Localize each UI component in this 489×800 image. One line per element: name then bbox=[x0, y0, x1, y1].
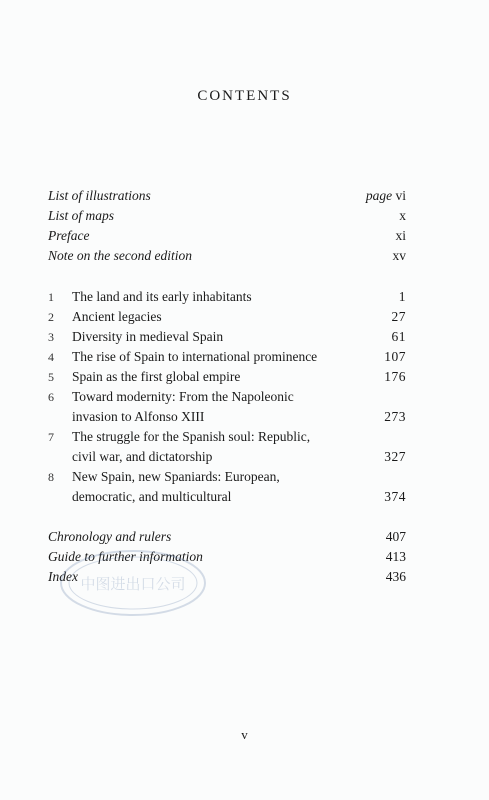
toc-entry-page-number: 407 bbox=[385, 529, 406, 544]
chapter-number: 4 bbox=[48, 350, 54, 364]
toc-entry-label: List of illustrations bbox=[48, 188, 151, 203]
chapter-title: Diversity in medieval Spain bbox=[72, 329, 224, 344]
chapter-page-number: 176 bbox=[384, 369, 406, 384]
toc-entry-label: Note on the second edition bbox=[48, 248, 192, 263]
chapter-title-line-2: democratic, and multicultural bbox=[72, 489, 232, 504]
chapter-title-line-1: New Spain, new Spaniards: European, bbox=[72, 469, 280, 484]
toc-entry-label: Index bbox=[48, 569, 78, 584]
chapter-title: Ancient legacies bbox=[72, 309, 162, 324]
toc-entry-label: Chronology and rulers bbox=[48, 529, 172, 544]
toc-entry-chapter[interactable] bbox=[48, 467, 406, 507]
chapter-number: 1 bbox=[48, 290, 54, 304]
toc-entry-page-number: 436 bbox=[385, 569, 406, 584]
toc-entry-chapter[interactable] bbox=[48, 427, 406, 467]
chapter-page-number: 27 bbox=[391, 309, 406, 324]
stamp-text: 中图进出口公司 bbox=[80, 575, 186, 593]
chapter-number: 8 bbox=[48, 470, 54, 484]
toc-entry-page-number: x bbox=[399, 208, 406, 223]
chapter-title: The rise of Spain to international prominence bbox=[72, 349, 318, 364]
chapter-title: The land and its early inhabitants bbox=[72, 289, 252, 304]
chapter-title: Spain as the first global empire bbox=[72, 369, 241, 384]
toc-entry-page-number: 413 bbox=[385, 549, 406, 564]
chapter-page-number: 374 bbox=[384, 489, 406, 504]
chapter-page-number: 273 bbox=[384, 409, 406, 424]
chapter-number: 7 bbox=[48, 430, 54, 444]
toc-entry-page-number: xi bbox=[395, 228, 406, 243]
page-number-folio: v bbox=[241, 727, 248, 742]
toc-entry-label: Guide to further information bbox=[48, 549, 203, 564]
chapter-number: 3 bbox=[48, 330, 54, 344]
chapter-title-line-2: invasion to Alfonso XIII bbox=[72, 409, 205, 424]
page-prefix: page bbox=[365, 188, 393, 203]
chapter-title-line-2: civil war, and dictatorship bbox=[72, 449, 213, 464]
toc-entry-label: List of maps bbox=[48, 208, 115, 223]
chapter-number: 2 bbox=[48, 310, 54, 324]
chapter-page-number: 1 bbox=[398, 289, 406, 304]
chapter-number: 6 bbox=[48, 390, 54, 404]
chapter-number: 5 bbox=[48, 370, 54, 384]
chapter-title-line-1: The struggle for the Spanish soul: Republic, bbox=[72, 429, 311, 444]
toc-entry-page bbox=[366, 186, 406, 206]
toc-entry-label: Preface bbox=[48, 228, 90, 243]
chapter-page-number: 327 bbox=[384, 449, 406, 464]
chapter-title-line-1: Toward modernity: From the Napoleonic bbox=[72, 389, 294, 404]
chapter-page-number: 107 bbox=[384, 349, 406, 364]
toc-entry-page-number: vi bbox=[395, 188, 406, 203]
chapter-page-number: 61 bbox=[391, 329, 406, 344]
page-title: CONTENTS bbox=[197, 88, 292, 104]
toc-entry-page-number: xv bbox=[392, 248, 406, 263]
toc-entry-chapter[interactable] bbox=[48, 387, 406, 427]
